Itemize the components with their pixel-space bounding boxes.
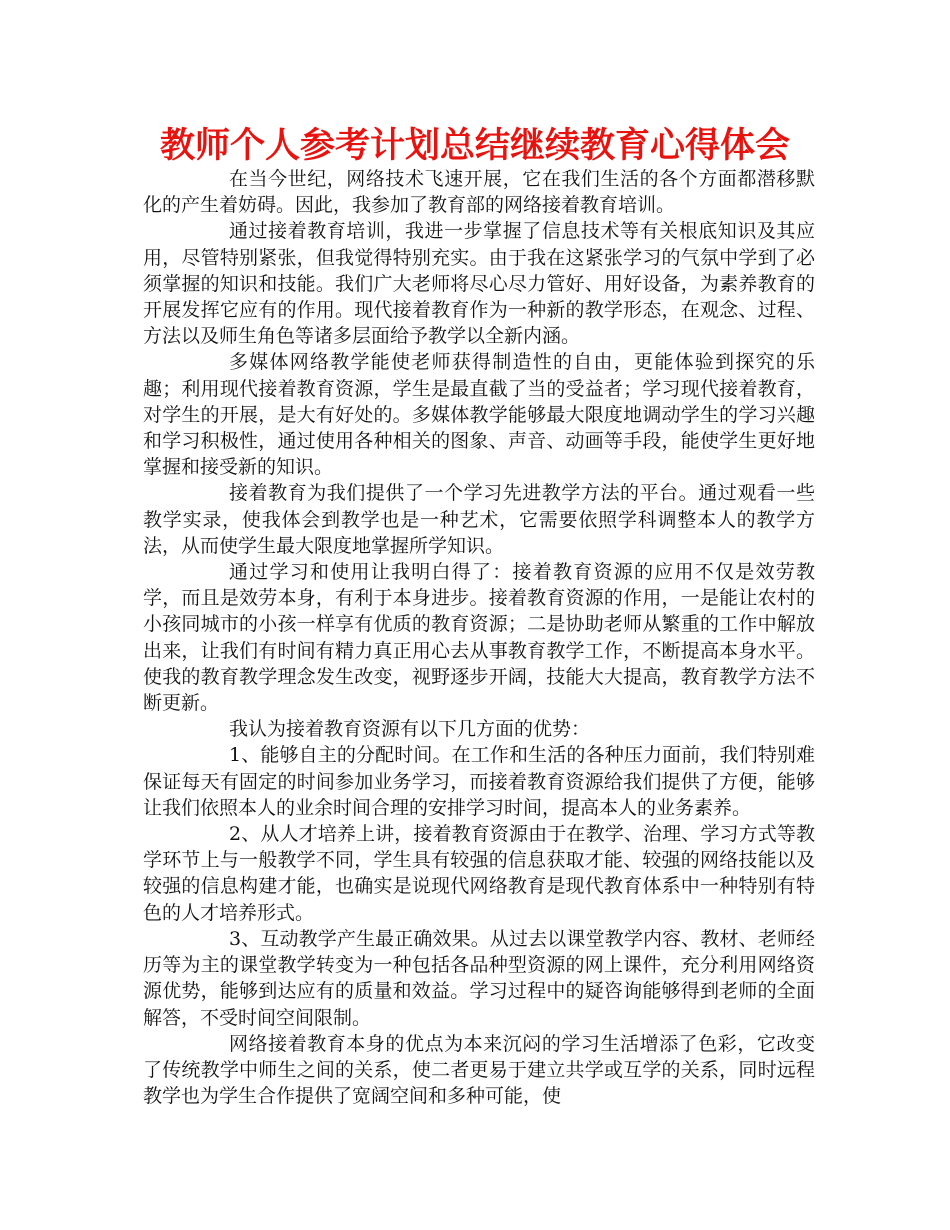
paragraph-5: 通过学习和使用让我明白得了：接着教育资源的应用不仅是效劳教学，而且是效劳本身，有利于本身进步。接着教育资源的作用，一是能让农村的小孩同城市的小孩一样享有优质的教育资源；二是协助老师从繁重的工作中解放出来，让我们有时间有精力真正用心去从事教育教学工作，不断提高本身水平。使我的教育教学理念发生改变，视野逐步开阔，技能大大提高，教育教学方法不断更新。 [143,561,815,715]
paragraph-1: 在当今世纪，网络技术飞速开展，它在我们生活的各个方面都潜移默化的产生着妨碍。因此，我参加了教育部的网络接着教育培训。 [143,168,815,217]
paragraph-4: 接着教育为我们提供了一个学习先进教学方法的平台。通过观看一些教学实录，使我体会到教学也是一种艺术，它需要依照学科调整本人的教学方法，从而使学生最大限度地掌握所学知识。 [143,482,815,557]
paragraph-7: 1、能够自主的分配时间。在工作和生活的各种压力面前，我们特别难保证每天有固定的时间参加业务学习，而接着教育资源给我们提供了方便，能够让我们依照本人的业余时间合理的安排学习时间，提高本人的业务素养。 [143,744,815,819]
document-body [143,166,815,1109]
paragraph-6: 我认为接着教育资源有以下几方面的优势： [229,718,591,741]
paragraph-8: 2、从人才培养上讲，接着教育资源由于在教学、治理、学习方式等教学环节上与一般教学不同，学生具有较强的信息获取才能、较强的网络技能以及较强的信息构建才能，也确实是说现代网络教育是现代教育体系中一种特别有特色的人才培养形式。 [143,823,815,924]
document-title: 教师个人参考计划总结继续教育心得体会 [159,125,790,166]
paragraph-9: 3、互动教学产生最正确效果。从过去以课堂教学内容、教材、老师经历等为主的课堂教学转变为一种包括各品种型资源的网上课件，充分利用网络资源优势，能够到达应有的质量和效益。学习过程中的疑咨询能够得到老师的全面解答，不受时间空间限制。 [143,927,815,1029]
paragraph-3: 多媒体网络教学能使老师获得制造性的自由，更能体验到探究的乐趣；利用现代接着教育资源，学生是最直截了当的受益者；学习现代接着教育，对学生的开展，是大有好处的。多媒体教学能够最大限度地调动学生的学习兴趣和学习积极性，通过使用各种相关的图象、声音、动画等手段，能使学生更好地掌握和接受新的知识。 [143,351,815,479]
paragraph-2: 通过接着教育培训，我进一步掌握了信息技术等有关根底知识及其应用，尽管特别紧张，但我觉得特别充实。由于我在这紧张学习的气氛中学到了必须掌握的知识和技能。我们广大老师将尽心尽力管好、用好设备，为素养教育的开展发挥它应有的作用。现代接着教育作为一种新的教学形态，在观念、过程、方法以及师生角色等诸多层面给予教学以全新内涵。 [143,220,815,348]
paragraph-10: 网络接着教育本身的优点为本来沉闷的学习生活增添了色彩，它改变了传统教学中师生之间的关系，使二者更易于建立共学或互学的关系，同时远程教学也为学生合作提供了宽阔空间和多种可能，使 [143,1032,815,1108]
